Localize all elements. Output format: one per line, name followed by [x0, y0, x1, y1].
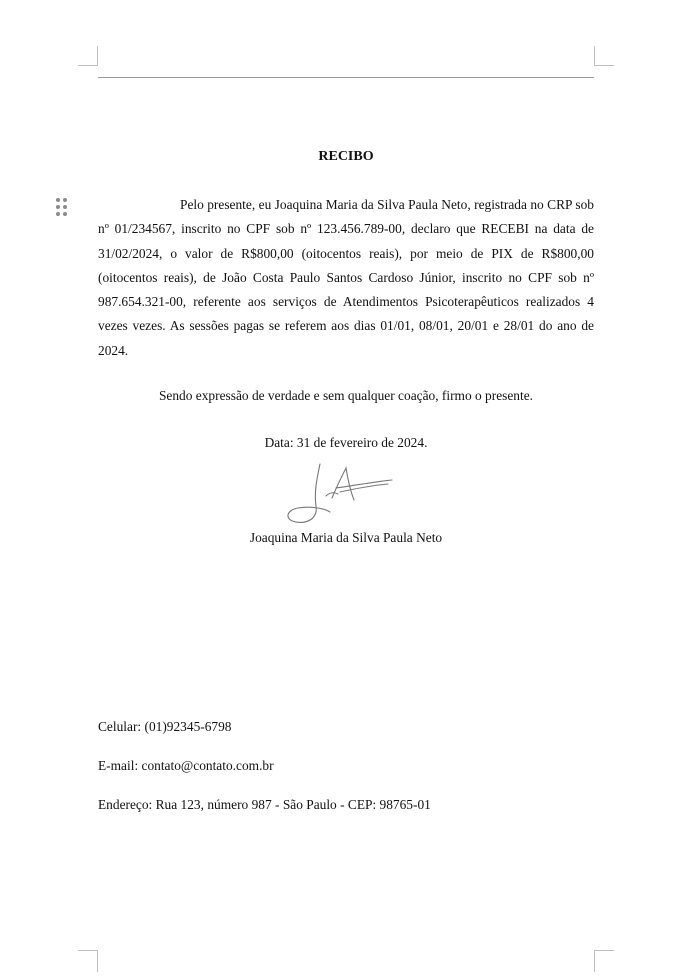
declaration-line: Sendo expressão de verdade e sem qualquer coação, firmo o presente. [158, 388, 534, 403]
margin-mark-top-left-h [78, 65, 98, 66]
signer-name: Joaquina Maria da Silva Paula Neto [249, 530, 443, 545]
margin-mark-bottom-right-h [594, 950, 614, 951]
header-rule [98, 77, 594, 78]
margin-mark-bottom-left [97, 950, 98, 972]
drag-handle-icon[interactable] [56, 198, 68, 218]
contact-phone: Celular: (01)92345-6798 [98, 719, 232, 734]
margin-mark-top-left [97, 46, 98, 66]
margin-mark-top-right-h [594, 65, 614, 66]
document-title: RECIBO [318, 149, 374, 164]
margin-mark-bottom-left-h [78, 950, 98, 951]
margin-mark-bottom-right [594, 950, 595, 972]
signature-image [280, 458, 400, 528]
margin-mark-top-right [594, 46, 595, 66]
contact-address: Endereço: Rua 123, número 987 - São Paulo - CEP: 98765-01 [98, 797, 431, 812]
contact-email: E-mail: contato@contato.com.br [98, 758, 274, 773]
date-line: Data: 31 de fevereiro de 2024. [264, 435, 428, 450]
receipt-body-paragraph: Pelo presente, eu Joaquina Maria da Silva Paula Neto, registrada no CRP sob nº 01/234567, inscrito no CPF sob nº 123.456.789-00, declaro que RECEBI na data de 31/02/2024, o valor de R$800,00 (oitocentos reais), por meio de PIX de R$800,00 (oitocentos reais), de João Costa Paulo Santos Cardoso Júnior, inscrito no CPF sob nº 987.654.321-00, referente aos serviços de Atendimentos Psicoterapêuticos realizados 4 vezes vezes. As sessões pagas se referem aos dias 01/01, 08/01, 20/01 e 28/01 do ano de 2024. [98, 197, 594, 358]
